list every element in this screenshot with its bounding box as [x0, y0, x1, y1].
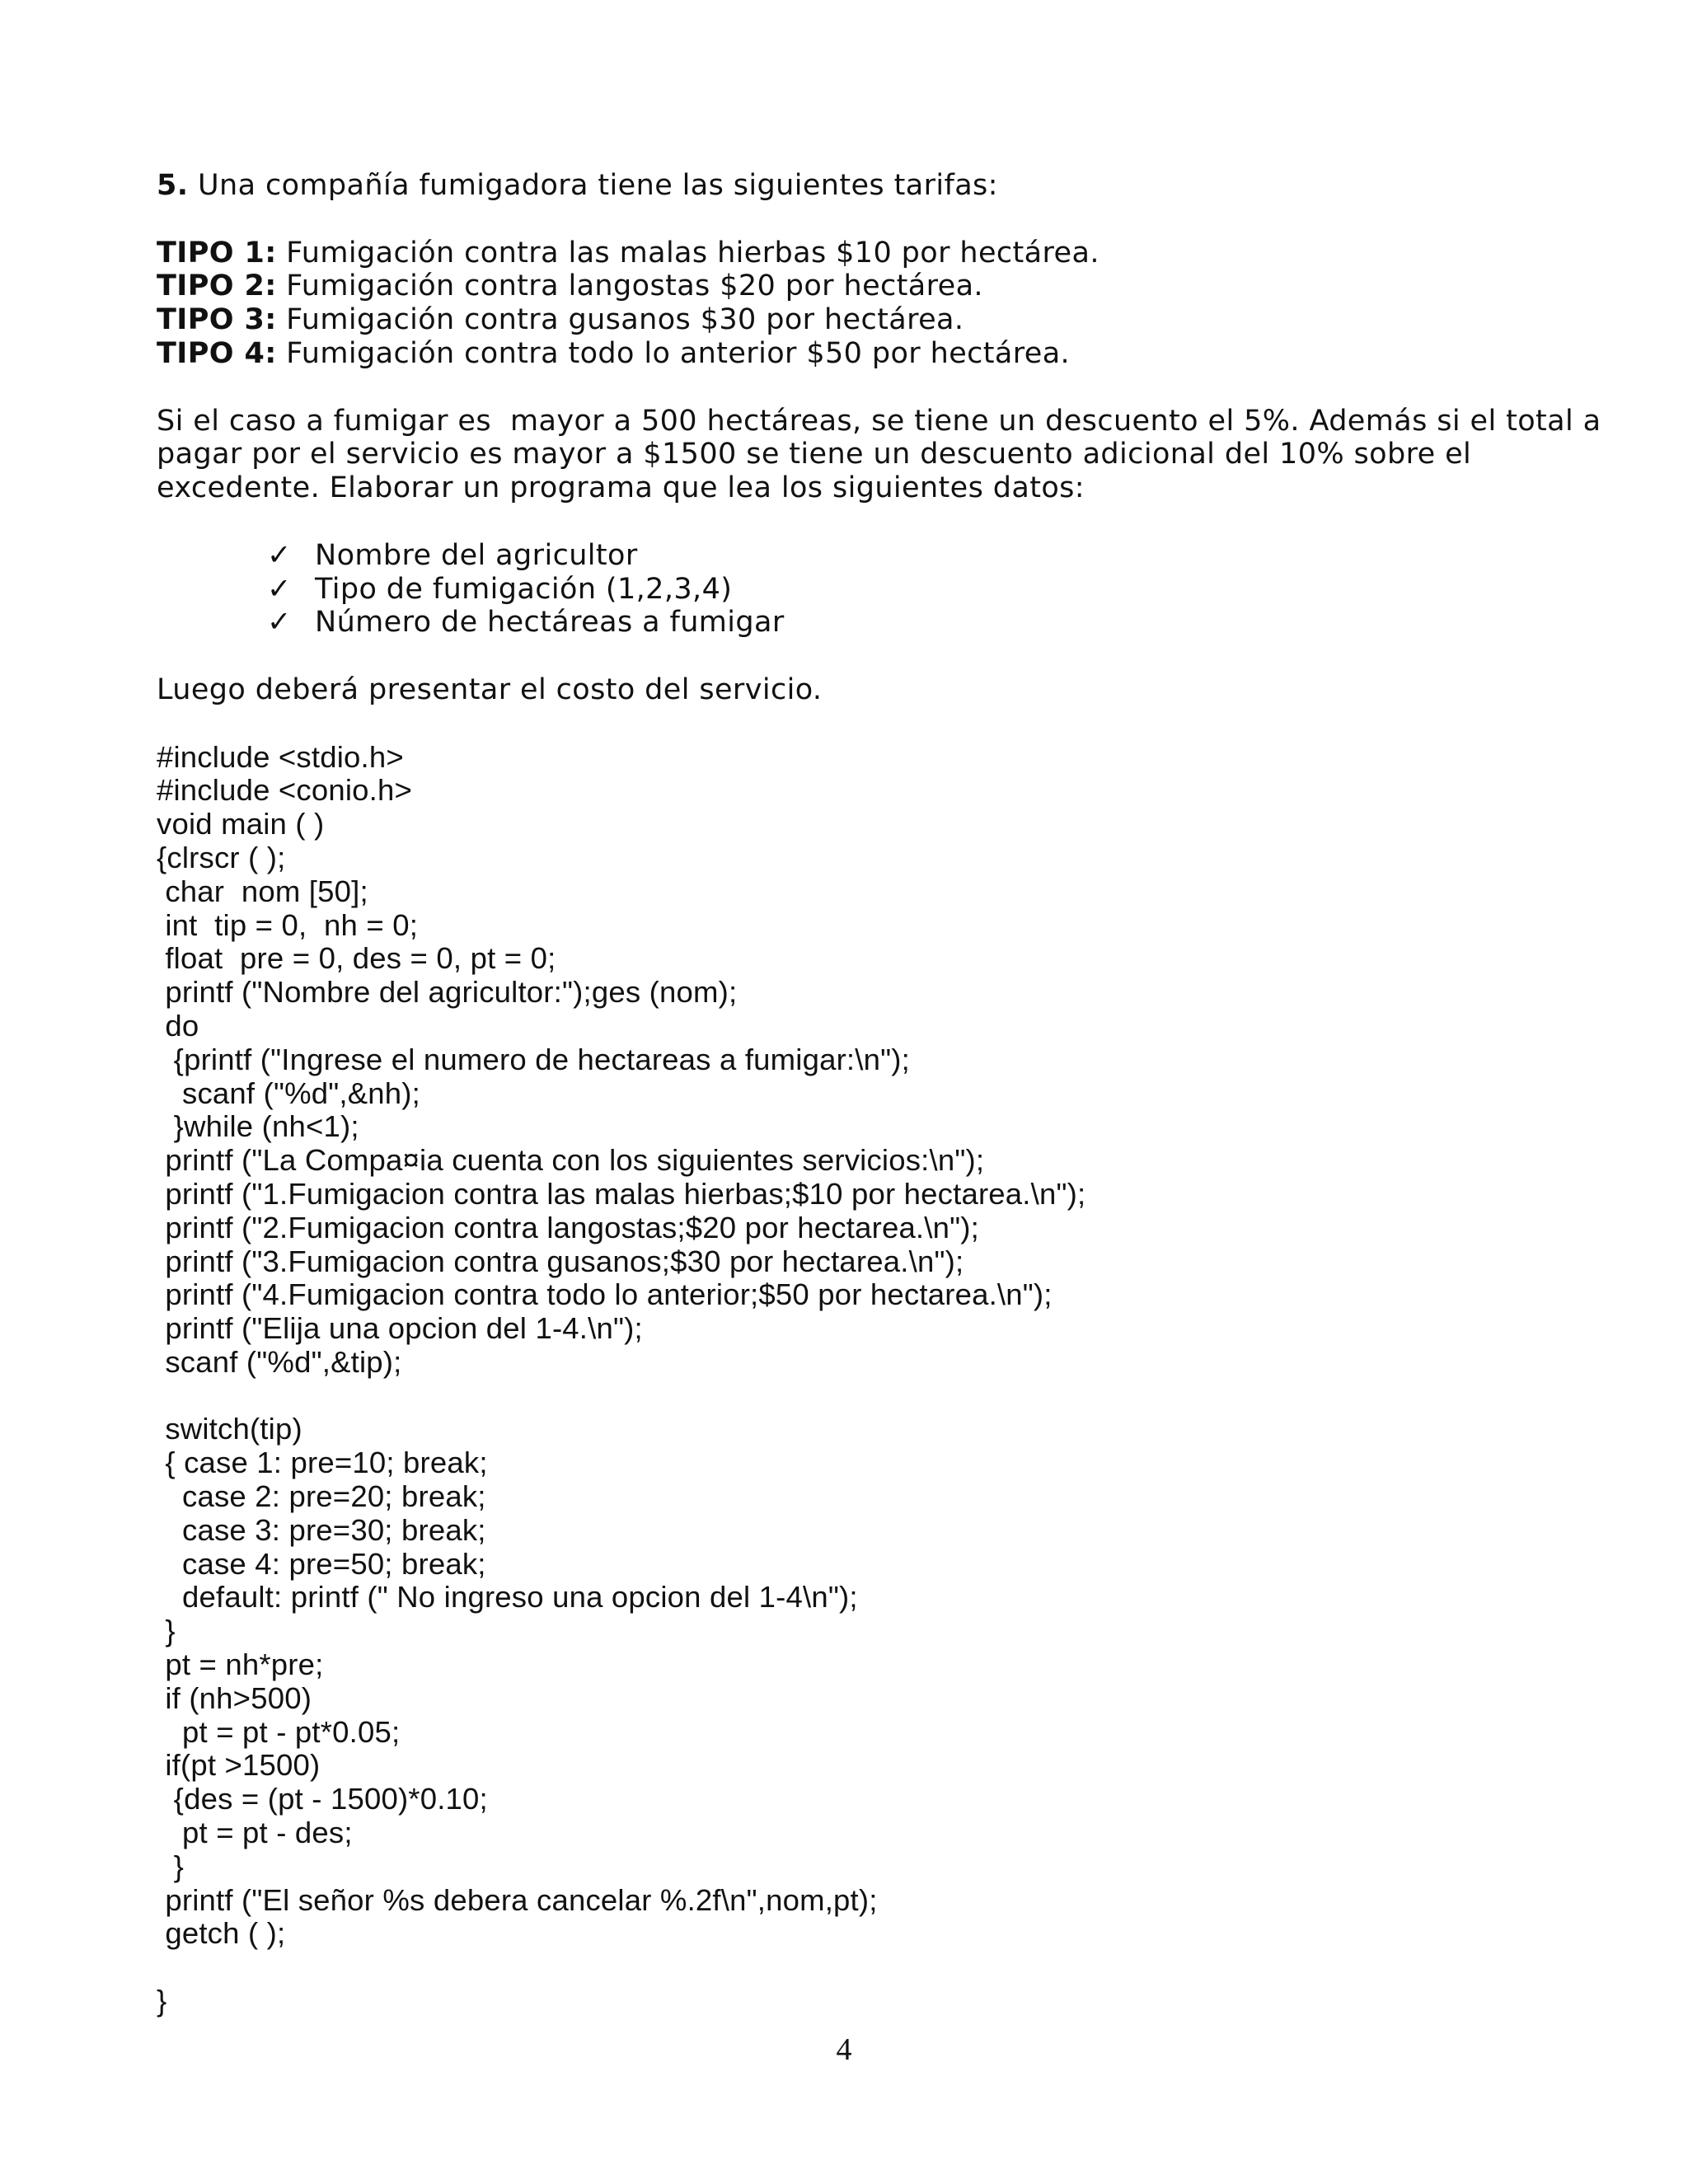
- tarifa-line: [157, 237, 1558, 270]
- problem-number: 5.: [157, 169, 189, 202]
- code-line: printf ("3.Fumigacion contra gusanos;$30 por hectarea.\n");: [157, 1244, 964, 1278]
- code-line: case 2: pre=20; break;: [157, 1479, 486, 1514]
- code-line: printf ("1.Fumigacion contra las malas hierbas;$10 por hectarea.\n");: [157, 1176, 1086, 1211]
- code-line: printf ("El señor %s debera cancelar %.2f\n",nom,pt);: [157, 1882, 878, 1917]
- code-line: #include <stdio.h>: [157, 739, 404, 774]
- code-line: case 3: pre=30; break;: [157, 1512, 486, 1547]
- checkmark-icon: ✓: [267, 606, 292, 640]
- tarifa-desc: Fumigación contra langostas $20 por hectárea.: [276, 269, 983, 303]
- problem-intro-text: Una compañía fumigadora tiene las siguientes tarifas:: [188, 169, 998, 202]
- tarifa-line: [157, 337, 1558, 371]
- code-line: do: [157, 1008, 199, 1043]
- page-number: 4: [836, 2032, 852, 2067]
- code-line: float pre = 0, des = 0, pt = 0;: [157, 941, 556, 976]
- code-line: printf ("La Compa¤ia cuenta con los siguientes servicios:\n");: [157, 1143, 985, 1178]
- tarifa-tipo: TIPO 2:: [157, 269, 277, 303]
- code-line: {printf ("Ingrese el numero de hectareas a fumigar:\n");: [157, 1042, 910, 1076]
- code-line: getch ( );: [157, 1916, 286, 1951]
- code-line: printf ("Elija una opcion del 1-4.\n");: [157, 1311, 643, 1346]
- code-line: int tip = 0, nh = 0;: [157, 907, 419, 942]
- code-line: switch(tip): [157, 1412, 302, 1446]
- closing-sentence: Luego deberá presentar el costo del servicio.: [157, 673, 823, 706]
- code-line: if (nh>500): [157, 1680, 312, 1715]
- code-line: void main ( ): [157, 807, 325, 841]
- tarifa-tipo: TIPO 4:: [157, 336, 277, 370]
- code-line: }while (nh<1);: [157, 1109, 359, 1144]
- tarifa-desc: Fumigación contra todo lo anterior $50 por hectárea.: [276, 336, 1071, 370]
- code-line: scanf ("%d",&tip);: [157, 1344, 402, 1379]
- code-line: printf ("Nombre del agricultor:");ges (nom);: [157, 975, 738, 1010]
- code-line: #include <conio.h>: [157, 773, 413, 808]
- tarifa-tipo: TIPO 1:: [157, 236, 277, 269]
- tarifas-list: [157, 237, 1558, 371]
- code-line: scanf ("%d",&nh);: [157, 1076, 421, 1110]
- tarifa-desc: Fumigación contra las malas hierbas $10 por hectárea.: [276, 236, 1100, 269]
- tarifa-desc: Fumigación contra gusanos $30 por hectárea.: [276, 303, 964, 337]
- code-line: printf ("2.Fumigacion contra langostas;$20 por hectarea.\n");: [157, 1210, 979, 1244]
- code-block-main: [157, 741, 1558, 2018]
- code-line: pt = pt - pt*0.05;: [157, 1714, 401, 1749]
- checkmark-icon: ✓: [267, 538, 292, 572]
- code-line: char nom [50];: [157, 874, 368, 908]
- code-line: if(pt >1500): [157, 1748, 321, 1783]
- code-line: }: [157, 1849, 185, 1883]
- checkmark-icon: ✓: [267, 572, 292, 606]
- code-line: case 4: pre=50; break;: [157, 1546, 486, 1581]
- code-closing-brace: }: [157, 1984, 167, 2018]
- code-line: default: printf (" No ingreso una opcion del 1-4\n");: [157, 1580, 858, 1615]
- code-line: pt = nh*pre;: [157, 1647, 324, 1682]
- code-line: {des = (pt - 1500)*0.10;: [157, 1782, 488, 1816]
- checklist-item: [157, 606, 1558, 640]
- code-line: {clrscr ( );: [157, 840, 286, 874]
- problem-paragraph: [157, 404, 1601, 505]
- datos-checklist: [157, 539, 1558, 640]
- tarifa-tipo: TIPO 3:: [157, 303, 277, 337]
- paragraph-line: excedente. Elaborar un programa que lea los siguientes datos:: [157, 471, 1085, 505]
- code-line: }: [157, 1614, 176, 1648]
- checklist-item-text: Nombre del agricultor: [315, 538, 638, 572]
- paragraph-line: Si el caso a fumigar es mayor a 500 hectáreas, se tiene un descuento el 5%. Además si el total a: [157, 404, 1601, 438]
- document-page: [157, 169, 1601, 2018]
- tarifa-line: [157, 269, 1558, 303]
- checklist-item-text: Tipo de fumigación (1,2,3,4): [315, 572, 733, 606]
- code-line: pt = pt - des;: [157, 1816, 353, 1850]
- checklist-item-text: Número de hectáreas a fumigar: [315, 606, 785, 640]
- problem-intro: [157, 169, 1558, 203]
- checklist-item: [157, 539, 1558, 573]
- paragraph-line: pagar por el servicio es mayor a $1500 se tiene un descuento adicional del 10% sobre el: [157, 438, 1472, 471]
- checklist-item: [157, 573, 1558, 607]
- code-line: printf ("4.Fumigacion contra todo lo anterior;$50 por hectarea.\n");: [157, 1277, 1053, 1312]
- tarifa-line: [157, 303, 1558, 337]
- code-line: { case 1: pre=10; break;: [157, 1446, 488, 1480]
